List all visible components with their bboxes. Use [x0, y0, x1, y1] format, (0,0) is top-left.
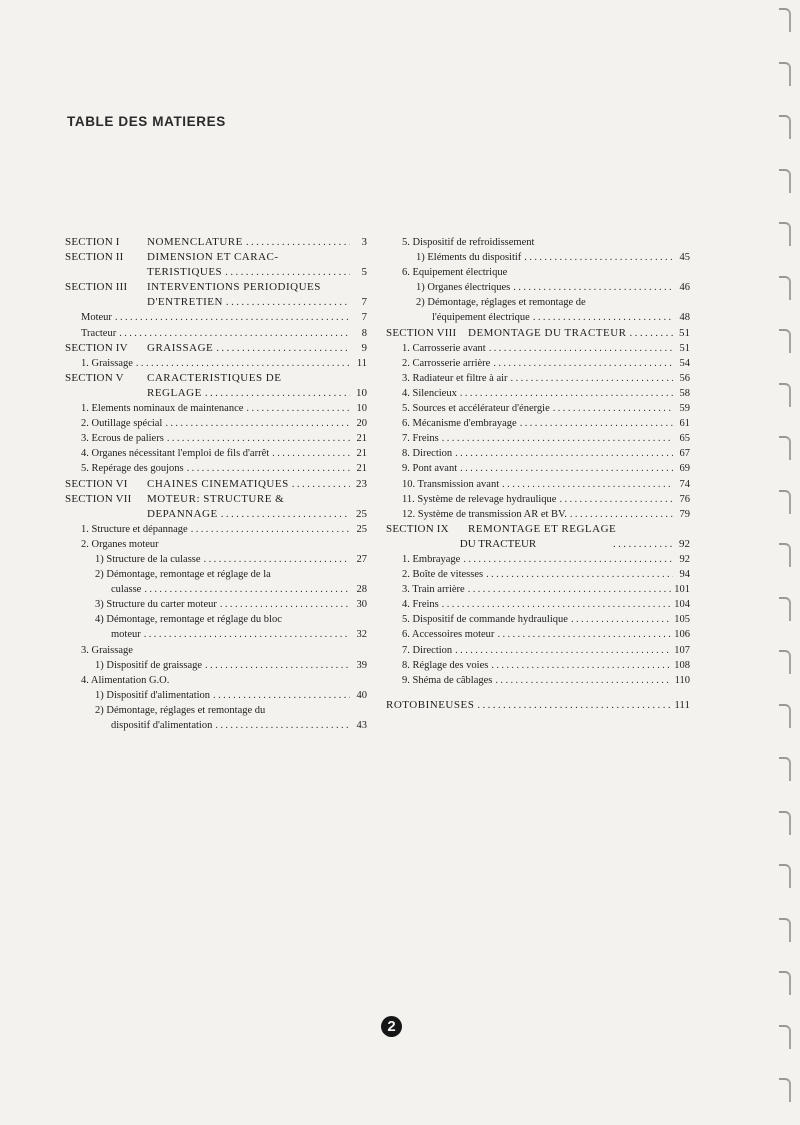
entry-title: 2. Carrosserie arrière	[402, 357, 491, 369]
page-ref: 111	[674, 698, 690, 711]
entry-title: 1) Organes électriques	[416, 282, 511, 294]
page-ref: 27	[356, 553, 367, 565]
page-ref: 21	[356, 463, 367, 475]
dot-leader	[495, 673, 671, 688]
toc-left-column	[65, 235, 367, 733]
page-ref: 107	[674, 644, 690, 656]
dot-leader	[204, 552, 350, 567]
toc-section-row	[386, 326, 690, 341]
binding-ring	[779, 490, 791, 514]
toc-entry-row	[65, 597, 367, 612]
entry-title: GRAISSAGE	[147, 341, 214, 354]
entry-title: 5. Dispositif de commande hydraulique	[402, 614, 568, 626]
page-ref: 7	[361, 296, 367, 309]
toc-entry-row	[65, 567, 367, 582]
page-ref: 106	[674, 629, 690, 641]
page-ref: 25	[356, 523, 367, 535]
page-ref: 54	[679, 357, 690, 369]
dot-leader	[205, 658, 350, 673]
entry-title: 7. Freins	[402, 433, 439, 445]
section-number: SECTION V	[65, 371, 124, 384]
toc-entry-row	[386, 582, 690, 597]
toc-section-row	[65, 386, 367, 401]
dot-leader	[524, 250, 673, 265]
entry-title: REGLAGE	[147, 386, 202, 399]
toc-entry-row	[386, 643, 690, 658]
entry-title: 8. Direction	[402, 448, 453, 460]
dot-leader	[144, 582, 350, 597]
entry-title: DEMONTAGE DU TRACTEUR	[468, 326, 627, 339]
entry-title: 11. Système de relevage hydraulique	[402, 493, 557, 505]
page-ref: 7	[361, 312, 367, 324]
binding-ring	[779, 383, 791, 407]
toc-section-row	[65, 265, 367, 280]
page-ref: 58	[679, 387, 690, 399]
page-ref: 45	[679, 252, 690, 264]
toc-entry-row	[386, 310, 690, 325]
dot-leader	[463, 552, 673, 567]
page-ref: 8	[361, 327, 367, 339]
dot-leader	[513, 280, 673, 295]
page-ref: 28	[356, 584, 367, 596]
page-ref: 9	[361, 341, 367, 354]
toc-entry-row	[386, 401, 690, 416]
toc-section-row	[65, 250, 367, 265]
dot-leader	[246, 235, 350, 250]
entry-title: moteur	[111, 629, 141, 641]
entry-title: D'ENTRETIEN	[147, 296, 223, 309]
toc-entry-row	[386, 386, 690, 401]
page-ref: 101	[674, 584, 690, 596]
entry-title: 12. Système de transmission AR et BV.	[402, 508, 567, 520]
dot-leader	[511, 371, 673, 386]
toc-entry-row	[386, 507, 690, 522]
section-number: SECTION VII	[65, 492, 132, 505]
toc-entry-row	[386, 235, 690, 250]
toc-entry-row	[65, 552, 367, 567]
entry-title: 6. Mécanisme d'embrayage	[402, 418, 517, 430]
page-ref: 94	[679, 569, 690, 581]
dot-leader	[489, 341, 673, 356]
dot-leader	[477, 698, 671, 713]
binding-ring	[779, 329, 791, 353]
toc-section-row	[65, 280, 367, 295]
toc-entry-row	[386, 567, 690, 582]
toc-entry-row	[65, 658, 367, 673]
entry-title: DEPANNAGE	[147, 507, 218, 520]
binding-ring	[779, 597, 791, 621]
page-ref: 105	[674, 614, 690, 626]
page-ref: 11	[356, 357, 367, 369]
dot-leader	[215, 718, 350, 733]
toc-section-row	[386, 522, 690, 537]
entry-title: MOTEUR: STRUCTURE &	[147, 492, 285, 505]
entry-title: 1) Structure de la culasse	[95, 553, 201, 565]
dot-leader	[165, 416, 350, 431]
dot-leader	[613, 537, 673, 552]
dot-leader	[442, 431, 673, 446]
entry-title: 4. Freins	[402, 599, 439, 611]
page-ref: 40	[356, 689, 367, 701]
page-ref: 69	[679, 463, 690, 475]
dot-leader	[455, 643, 671, 658]
page-ref: 46	[679, 282, 690, 294]
entry-title: DU TRACTEUR	[459, 537, 537, 550]
dot-leader	[205, 386, 350, 401]
dot-leader	[187, 461, 350, 476]
dot-leader	[520, 416, 673, 431]
entry-title: CARACTERISTIQUES DE	[147, 371, 282, 384]
entry-title: 1. Carrosserie avant	[402, 342, 486, 354]
toc-entry-row	[386, 265, 690, 280]
entry-title: culasse	[111, 584, 142, 596]
toc-entry-row	[65, 522, 367, 537]
dot-leader	[455, 446, 673, 461]
toc-entry-row	[386, 250, 690, 265]
page-ref: 79	[679, 508, 690, 520]
page-ref: 108	[674, 659, 690, 671]
entry-title: 3) Structure du carter moteur	[95, 599, 217, 611]
entry-title: 9. Pont avant	[402, 463, 458, 475]
dot-leader	[225, 265, 350, 280]
page-ref: 92	[679, 537, 690, 550]
toc-entry-row	[386, 341, 690, 356]
entry-title: 2. Organes moteur	[81, 538, 159, 550]
toc-entry-row	[386, 416, 690, 431]
dot-leader	[226, 295, 350, 310]
dot-leader	[533, 310, 673, 325]
entry-title: 2. Boîte de vitesses	[402, 569, 484, 581]
entry-title: 3. Ecrous de paliers	[81, 433, 164, 445]
page-ref: 56	[679, 372, 690, 384]
binding-ring	[779, 115, 791, 139]
binding-ring	[779, 811, 791, 835]
page-ref: 23	[356, 477, 367, 490]
entry-title: 9. Shéma de câblages	[402, 674, 493, 686]
entry-title: dispositif d'alimentation	[111, 720, 213, 731]
toc-entry-row	[65, 673, 367, 688]
entry-title: 4. Silencieux	[402, 387, 457, 399]
dot-leader	[272, 446, 350, 461]
dot-leader	[486, 567, 673, 582]
toc-entry-row	[386, 612, 690, 627]
dot-leader	[292, 477, 350, 492]
toc-entry-row	[65, 643, 367, 658]
toc-section-row	[65, 492, 367, 507]
binding-ring	[779, 1078, 791, 1102]
dot-leader	[191, 522, 350, 537]
page-ref: 48	[679, 312, 690, 324]
entry-title: 1. Graissage	[81, 357, 133, 369]
dot-leader	[144, 627, 350, 642]
entry-title: 1. Structure et dépannage	[81, 523, 188, 535]
entry-title: 5. Sources et accélérateur d'énergie	[402, 403, 550, 415]
toc-entry-row	[386, 461, 690, 476]
entry-title: 1) Eléments du dispositif	[416, 252, 522, 264]
page-ref: 20	[356, 418, 367, 430]
section-number: SECTION II	[65, 251, 124, 264]
entry-title: 2. Outillage spécial	[81, 418, 163, 430]
page-ref: 10	[356, 386, 367, 399]
toc-entry-row	[386, 280, 690, 295]
dot-leader	[497, 627, 671, 642]
binding-ring	[779, 436, 791, 460]
toc-section-row	[65, 341, 367, 356]
toc-entry-row	[65, 718, 367, 733]
entry-title: CHAINES CINEMATIQUES	[147, 477, 289, 490]
toc-entry-row	[65, 326, 367, 341]
entry-title: REMONTAGE ET REGLAGE	[468, 522, 617, 535]
dot-leader	[216, 341, 350, 356]
binding-ring	[779, 222, 791, 246]
toc-gap	[386, 688, 690, 698]
section-number: SECTION III	[65, 281, 128, 294]
toc-entry-row	[386, 627, 690, 642]
toc-right-column	[386, 235, 690, 713]
toc-entry-row	[65, 401, 367, 416]
dot-leader	[630, 326, 673, 341]
page-number-badge: 2	[381, 1016, 402, 1037]
page-ref: 110	[674, 674, 690, 686]
page-ref: 51	[679, 326, 690, 339]
toc-entry-row	[386, 597, 690, 612]
entry-title: 4. Organes nécessitant l'emploi de fils d'arrêt	[81, 448, 270, 460]
page-ref: 21	[356, 433, 367, 445]
binding-ring	[779, 971, 791, 995]
toc-entry-row	[386, 673, 690, 688]
binding-ring	[779, 8, 791, 32]
entry-title: 8. Réglage des voies	[402, 659, 489, 671]
page-ref: 51	[679, 342, 690, 354]
toc-entry-row	[386, 492, 690, 507]
dot-leader	[553, 401, 673, 416]
entry-title: 1) Dispositif de graissage	[95, 659, 203, 671]
toc-entry-row	[386, 552, 690, 567]
toc-entry-row	[386, 295, 690, 310]
binding-ring	[779, 62, 791, 86]
page-ref: 3	[361, 236, 367, 248]
dot-leader	[119, 326, 350, 341]
toc-entry-row	[65, 582, 367, 597]
entry-title: 3. Graissage	[81, 644, 133, 656]
toc-section-row	[65, 477, 367, 492]
section-number: SECTION VIII	[386, 326, 457, 339]
toc-entry-row	[65, 703, 367, 718]
section-number: SECTION IX	[386, 522, 449, 535]
page-ref: 59	[679, 403, 690, 415]
page-ref: 25	[356, 507, 367, 520]
toc-entry-row	[65, 310, 367, 325]
dot-leader	[468, 582, 672, 597]
entry-title: l'équipement électrique	[432, 312, 530, 324]
toc-entry-row	[65, 688, 367, 703]
entry-title: 3. Radiateur et filtre à air	[402, 372, 508, 384]
entry-title: 1) Dispositif d'alimentation	[95, 689, 211, 701]
dot-leader	[460, 461, 673, 476]
section-number: SECTION IV	[65, 341, 128, 354]
dot-leader	[136, 356, 350, 371]
binding-ring	[779, 704, 791, 728]
entry-title: 6. Accessoires moteur	[402, 629, 495, 641]
binding-ring	[779, 650, 791, 674]
toc-section-row	[386, 537, 690, 552]
page-ref: 43	[356, 720, 367, 731]
entry-title: 6. Equipement électrique	[402, 267, 508, 279]
dot-leader	[213, 688, 350, 703]
page-ref: 30	[356, 599, 367, 611]
section-number: SECTION VI	[65, 477, 128, 490]
entry-title: Tracteur	[81, 327, 117, 339]
toc-entry-row	[65, 431, 367, 446]
toc-entry-row	[65, 356, 367, 371]
entry-title: 4) Démontage, remontage et réglage du bloc	[95, 614, 282, 626]
entry-title: Moteur	[81, 312, 112, 324]
entry-title: 2) Démontage, remontage et réglage de la	[95, 569, 271, 581]
toc-entry-row	[65, 461, 367, 476]
page-ref: 65	[679, 433, 690, 445]
entry-title: 5. Dispositif de refroidissement	[402, 237, 535, 248]
toc-entry-row	[386, 371, 690, 386]
toc-section-row	[65, 235, 367, 250]
page-ref: 5	[361, 266, 367, 279]
page-ref: 61	[679, 418, 690, 430]
page-ref: 76	[679, 493, 690, 505]
dot-leader	[502, 477, 673, 492]
entry-title: 2) Démontage, réglages et remontage de	[416, 297, 586, 309]
entry-title: DIMENSION ET CARAC-	[147, 251, 279, 264]
entry-title: 1. Elements nominaux de maintenance	[81, 403, 244, 415]
toc-section-row	[65, 295, 367, 310]
page-title: TABLE DES MATIERES	[67, 114, 226, 129]
binding-ring	[779, 276, 791, 300]
entry-title: 7. Direction	[402, 644, 453, 656]
binding-ring	[779, 864, 791, 888]
entry-title: ROTOBINEUSES	[386, 698, 475, 711]
toc-section-row	[65, 371, 367, 386]
toc-entry-row	[386, 477, 690, 492]
page-ref: 10	[356, 403, 367, 415]
page-ref: 32	[356, 629, 367, 641]
toc-entry-row	[386, 431, 690, 446]
toc-entry-row	[386, 658, 690, 673]
toc-entry-row	[65, 612, 367, 627]
binding-ring	[779, 1025, 791, 1049]
dot-leader	[442, 597, 672, 612]
dot-leader	[460, 386, 673, 401]
dot-leader	[167, 431, 350, 446]
section-number: SECTION I	[65, 236, 120, 248]
dot-leader	[220, 597, 350, 612]
entry-title: TERISTIQUES	[147, 266, 223, 279]
dot-leader	[115, 310, 350, 325]
dot-leader	[570, 507, 673, 522]
entry-title: NOMENCLATURE	[147, 236, 243, 248]
entry-title: 5. Repérage des goujons	[81, 463, 184, 475]
binding-ring	[779, 757, 791, 781]
toc-entry-row	[65, 537, 367, 552]
entry-title: 2) Démontage, réglages et remontage du	[95, 704, 266, 716]
entry-title: INTERVENTIONS PERIODIQUES	[147, 281, 321, 294]
page-ref: 39	[356, 659, 367, 671]
toc-section-row	[65, 507, 367, 522]
page-ref: 104	[674, 599, 690, 611]
entry-title: 4. Alimentation G.O.	[81, 674, 170, 686]
dot-leader	[559, 492, 673, 507]
dot-leader	[221, 507, 350, 522]
toc-entry-row	[65, 416, 367, 431]
binding-ring	[779, 543, 791, 567]
dot-leader	[491, 658, 671, 673]
dot-leader	[571, 612, 671, 627]
binding-ring	[779, 918, 791, 942]
entry-title: 1. Embrayage	[402, 553, 461, 565]
toc-entry-row	[65, 446, 367, 461]
toc-entry-row	[386, 446, 690, 461]
entry-title: 10. Transmission avant	[402, 478, 500, 490]
page-ref: 67	[679, 448, 690, 460]
toc-entry-row	[65, 627, 367, 642]
page-ref: 92	[679, 553, 690, 565]
toc-entry-row	[386, 356, 690, 371]
page-ref: 21	[356, 448, 367, 460]
toc-section-row	[386, 698, 690, 713]
binding-ring	[779, 169, 791, 193]
page-ref: 74	[679, 478, 690, 490]
dot-leader	[246, 401, 350, 416]
spiral-binding	[775, 0, 800, 1125]
dot-leader	[493, 356, 673, 371]
entry-title: 3. Train arrière	[402, 584, 465, 596]
